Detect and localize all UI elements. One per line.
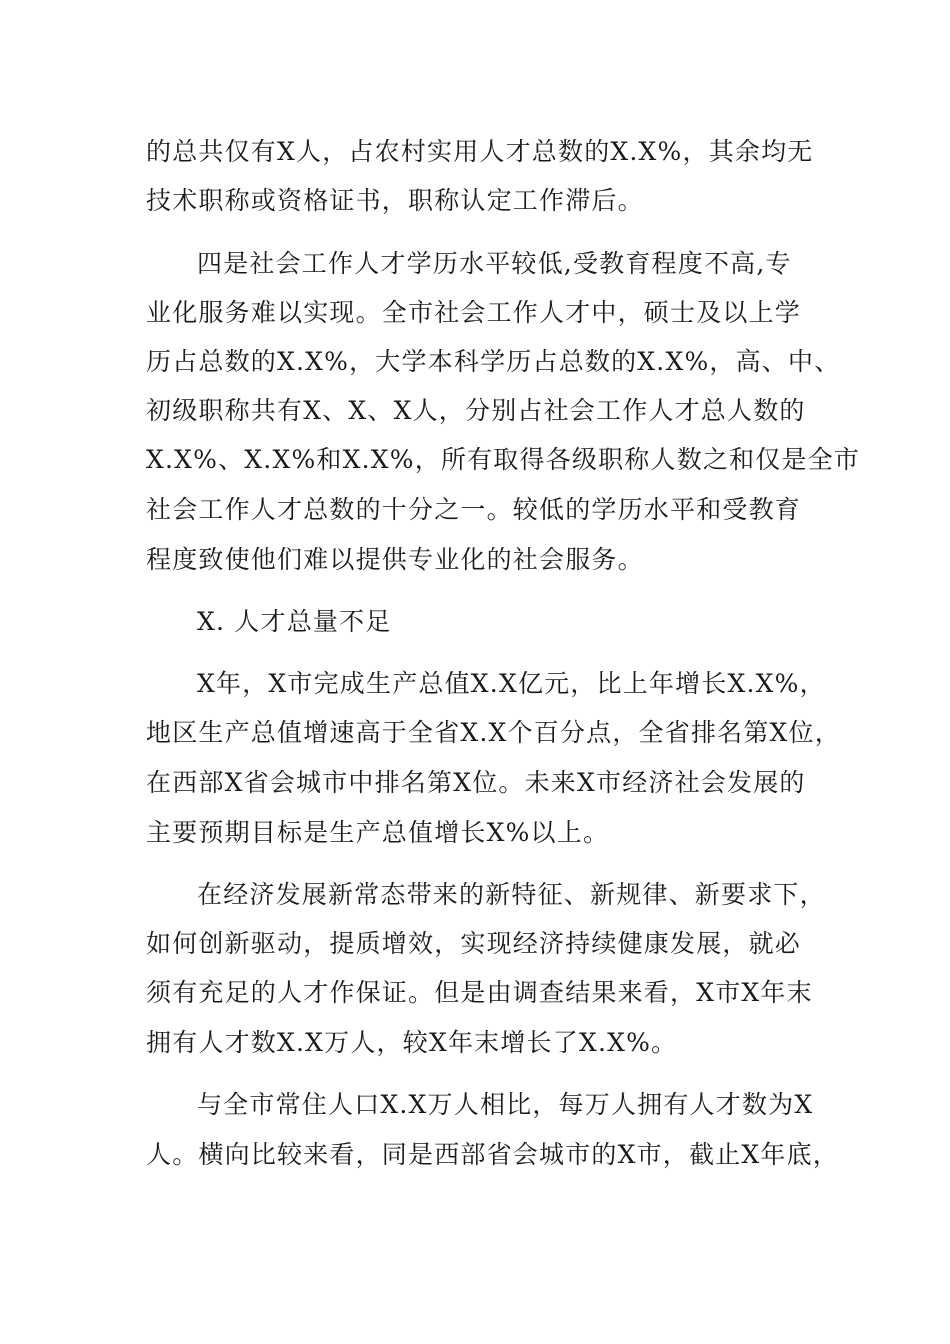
text-line: 社会工作人才总数的十分之一。较低的学历水平和受教育 (146, 495, 802, 524)
paragraph-start-line: 四是社会工作人才学历水平较低,受教育程度不高,专 (197, 249, 792, 278)
paragraph-start-line: 与全市常住人口X.X万人相比，每万人拥有人才数为X (197, 1090, 814, 1119)
section-heading: X. 人才总量不足 (197, 607, 392, 636)
text-line: 在西部X省会城市中排名第X位。未来X市经济社会发展的 (146, 768, 806, 797)
text-line: 的总共仅有X人，占农村实用人才总数的X.X%，其余均无 (146, 137, 814, 166)
text-line: 如何创新驱动，提质增效，实现经济持续健康发展，就必 (146, 929, 802, 958)
text-line: 程度致使他们难以提供专业化的社会服务。 (146, 545, 644, 574)
text-line: 须有充足的人才作保证。但是由调查结果来看，X市X年末 (146, 978, 813, 1007)
text-line: 业化服务难以实现。全市社会工作人才中，硕士及以上学 (146, 298, 802, 327)
text-line: 地区生产总值增速高于全省X.X个百分点，全省排名第X位， (146, 718, 841, 747)
text-line: X.X%、X.X%和X.X%，所有取得各级职称人数之和仅是全市 (146, 445, 861, 474)
text-line: 初级职称共有X、X、X人，分别占社会工作人才总人数的 (146, 396, 806, 425)
paragraph-start-line: X年，X市完成生产总值X.X亿元，比上年增长X.X%， (197, 669, 826, 698)
text-line: 技术职称或资格证书，职称认定工作滞后。 (146, 186, 644, 215)
text-line: 主要预期目标是生产总值增长X%以上。 (146, 818, 610, 847)
text-line: 历占总数的X.X%，大学本科学历占总数的X.X%，高、中、 (146, 347, 841, 376)
text-line: 拥有人才数X.X万人，较X年末增长了X.X%。 (146, 1028, 678, 1057)
text-line: 人。横向比较来看，同是西部省会城市的X市，截止X年底， (146, 1140, 839, 1169)
paragraph-start-line: 在经济发展新常态带来的新特征、新规律、新要求下， (197, 880, 826, 909)
